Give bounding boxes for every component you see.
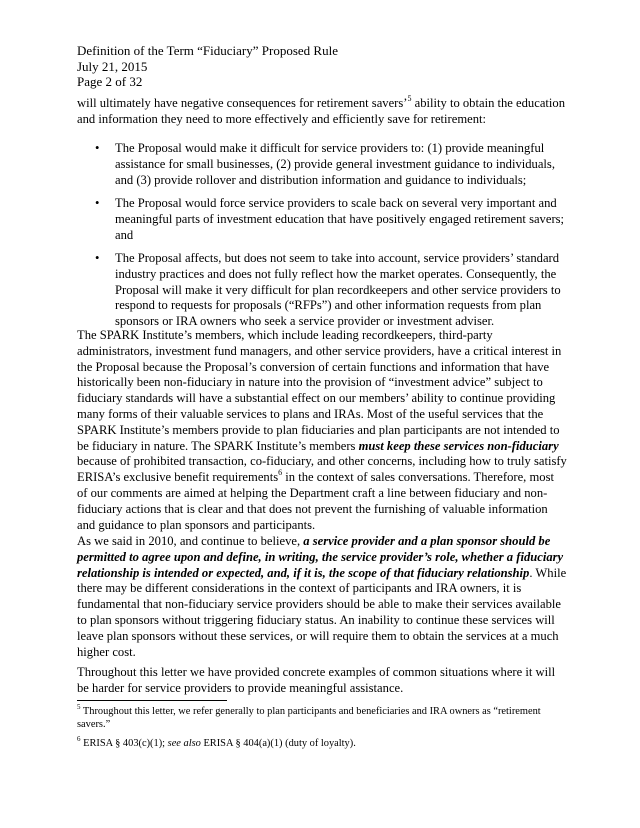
page-header	[77, 43, 338, 90]
footnote-number: 5	[77, 702, 81, 711]
footnote-5	[77, 702, 567, 731]
members-text-a: The SPARK Institute’s members, which include leading recordkeepers, third-party administrators, investment fund managers, and other service providers, have a critical interest in the Proposal because the Proposal’s conversion of certain functions and information that have historically been non-fiduciary in nature into the provision of “investment advice” subject to fiduciary standards will have a substantial effect on our members’ ability to continue providing many forms of their valuable services to plans and IRAs. Most of the useful services that the SPARK Institute’s members provide to plan fiduciaries and plan participants are not intended to be fiduciary in nature. The SPARK Institute’s members	[77, 328, 562, 453]
bullet-text: The Proposal would make it difficult for service providers to: (1) provide meaningful assistance for small businesses, (2) provide general investment guidance to individuals, and (3) provide rollover and distribution information and guidance to individuals;	[115, 141, 555, 187]
intro-text-a: will ultimately have negative consequences for retirement savers’	[77, 96, 408, 110]
footnote-divider	[77, 700, 227, 701]
intro-text-b: ability to obtain the education and information they need to more effectively and efficiently save for retirement:	[77, 96, 566, 126]
members-text-c: in the context of sales conversations. Therefore, most of our comments are aimed at helping the Department craft a line between fiduciary and non-fiduciary actions that is clear and that does not prevent the furnishing of valuable information and guidance to plan sponsors and participants.	[77, 470, 554, 532]
bullet-icon: •	[95, 141, 100, 155]
examples-paragraph: Throughout this letter we have provided concrete examples of common situations where it will be harder for service providers to provide meaningful assistance.	[77, 665, 556, 695]
footnote-text: Throughout this letter, we refer generally to plan participants and beneficiaries and IRA owners as “retirement savers.”	[77, 706, 541, 730]
members-paragraph	[77, 328, 567, 533]
footnote-ref-5: 5	[407, 93, 412, 103]
members-text-b: because of prohibited transaction, co-fiduciary, and other concerns, including how to truly satisfy ERISA’s exclusive benefit requirements	[77, 454, 567, 485]
bullet-list	[77, 141, 567, 338]
footnote-ref-6: 6	[278, 467, 283, 477]
footnote-emphasis: see also	[167, 738, 201, 749]
footnote-text: ERISA § 403(c)(1);	[80, 738, 168, 749]
header-title: Definition of the Term “Fiduciary” Proposed Rule	[77, 43, 338, 58]
intro-paragraph	[77, 93, 567, 128]
header-page-number: Page 2 of 32	[77, 74, 143, 90]
footnotes	[77, 702, 567, 756]
bullet-text: The Proposal would force service providers to scale back on several very important and meaningful parts of investment education that have positively engaged retirement savers; and	[115, 195, 565, 242]
footnote-6	[77, 734, 567, 750]
position-emphasis: a service provider and a plan sponsor should be permitted to agree upon and define, in writing, the service provider’s role, whether a fiduciary relationship is intended or expected, and, if it is, the scope of that fiduciary relationship	[77, 534, 564, 580]
header-date: July 21, 2015	[77, 58, 148, 74]
footnote-number: 6	[77, 734, 81, 743]
bullet-icon: •	[95, 250, 100, 265]
list-item	[77, 196, 567, 243]
bullet-icon: •	[95, 195, 100, 210]
list-item	[77, 251, 567, 330]
position-text-b: . While there may be different considerations in the context of participants and IRA owners, it is fundamental that non-fiduciary service providers should be able to make their services available to plan sponsors without triggering fiduciary status. An inability to continue these services will leave plan sponsors without these services, or will require them to obtain the services at a much higher cost.	[77, 565, 567, 659]
footnote-text: ERISA § 404(a)(1) (duty of loyalty).	[200, 738, 356, 749]
position-paragraph	[77, 534, 567, 660]
members-emphasis: must keep these services non-fiduciary	[358, 438, 559, 453]
bullet-text: The Proposal affects, but does not seem to take into account, service providers’ standard industry practices and does not fully reflect how the market operates. Consequently, the Proposal will make it very difficult for plan recordkeepers and other service providers to respond to requests for proposals (“RFPs”) and other information requests from plan sponsors or IRA owners who seek a service provider or investment adviser.	[115, 250, 561, 329]
position-text-a: As we said in 2010, and continue to believe,	[77, 534, 304, 548]
list-item	[77, 141, 567, 188]
